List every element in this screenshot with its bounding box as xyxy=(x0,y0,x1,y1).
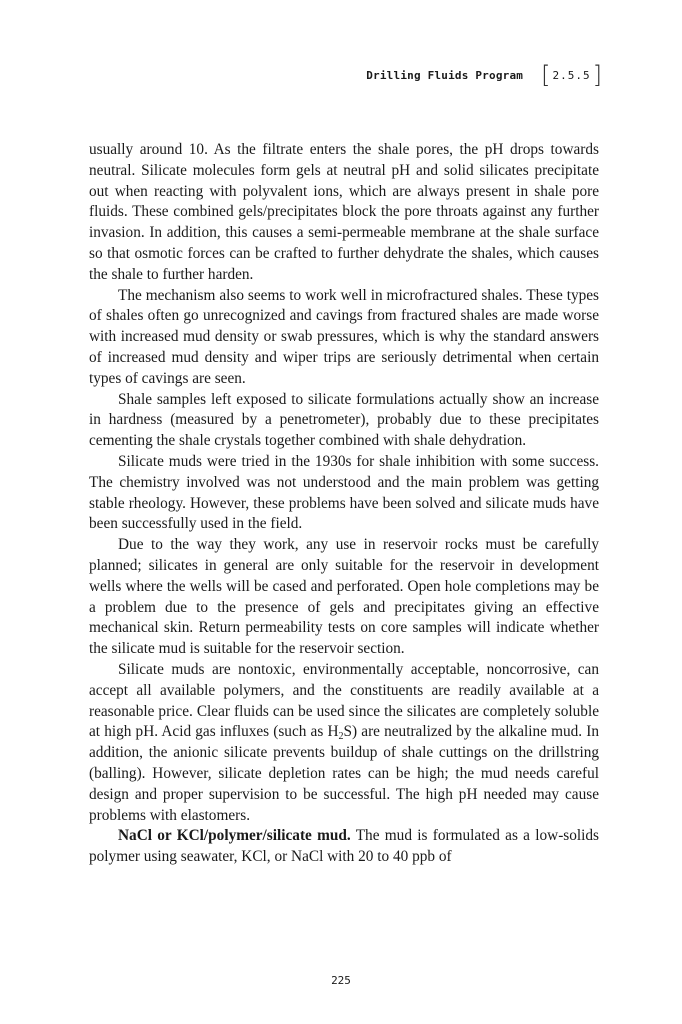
paragraph-7 xyxy=(89,826,599,868)
running-header-title: Drilling Fluids Program xyxy=(366,68,524,82)
paragraph-6-part-b: S) are neutralized by the alkaline mud. In addition, the anionic silicate prevents buildup of shale cuttings on the drillstring (balling). However, silicate depletion rates can be high; the mud needs careful design and proper supervision to be successful. The high pH needed may cause problems with elastomers. xyxy=(89,723,600,824)
paragraph-1: usually around 10. As the filtrate enters the shale pores, the pH drops towards neutral. Silicate molecules form gels at neutral pH and solid silicates precipitate out when reacting with polyvalent ions, which are always present in shale pore fluids. These combined gels/precipitates block the pore throats against any further invasion. In addition, this causes a semi-permeable membrane at the shale surface so that osmotic forces can be crafted to further dehydrate the shales, which causes the shale to further harden. xyxy=(89,141,599,283)
paragraph-6-part-a: Silicate muds are nontoxic, environmentally acceptable, noncorrosive, can accept all available polymers, and the constituents are readily available at a reasonable price. Clear fluids can be used since the silicates are completely soluble at high pH. Acid gas influxes (such as H xyxy=(89,660,599,741)
paragraph-2: The mechanism also seems to work well in microfractured shales. These types of shales often go unrecognized and cavings from fractured shales are made worse with increased mud density or swab pressures, which is why the standard answers of increased mud density and wiper trips are seriously detrimental when certain types of cavings are seen. xyxy=(89,286,599,387)
paragraph-5: Due to the way they work, any use in reservoir rocks must be carefully planned; silicates in general are only suitable for the reservoir in development wells where the wells will be cased and perforated. Open hole completions may be a problem due to the presence of gels and precipitates giving an effective mechanical skin. Return permeability tests on core samples will indicate whether the silicate mud is suitable for the reservoir section. xyxy=(89,536,599,658)
h2s-subscript: 2 xyxy=(338,731,344,743)
section-number: 2.5.5 xyxy=(552,68,591,82)
section-reference xyxy=(541,63,602,87)
paragraph-4: Silicate muds were tried in the 1930s for shale inhibition with some success. The chemistry involved was not understood and the main problem was getting stable rheology. However, these problems have been solved and silicate muds have been successfully used in the field. xyxy=(89,452,599,533)
body-text xyxy=(89,140,599,868)
section-open-bracket: [ xyxy=(541,61,551,89)
running-header xyxy=(366,63,602,87)
section-close-bracket: ] xyxy=(592,61,602,89)
paragraph-7-heading: NaCl or KCl/polymer/silicate mud. xyxy=(118,827,351,845)
paragraph-6 xyxy=(89,660,599,826)
paragraph-3: Shale samples left exposed to silicate formulations actually show an increase in hardness (measured by a penetrometer), probably due to these precipitates cementing the shale crystals together combined with shale dehydration. xyxy=(89,390,599,450)
paragraph-7-text: The mud is formulated as a low-solids polymer using seawater, KCl, or NaCl with 20 to 40 ppb of xyxy=(89,827,599,866)
page-number: 225 xyxy=(331,974,351,987)
